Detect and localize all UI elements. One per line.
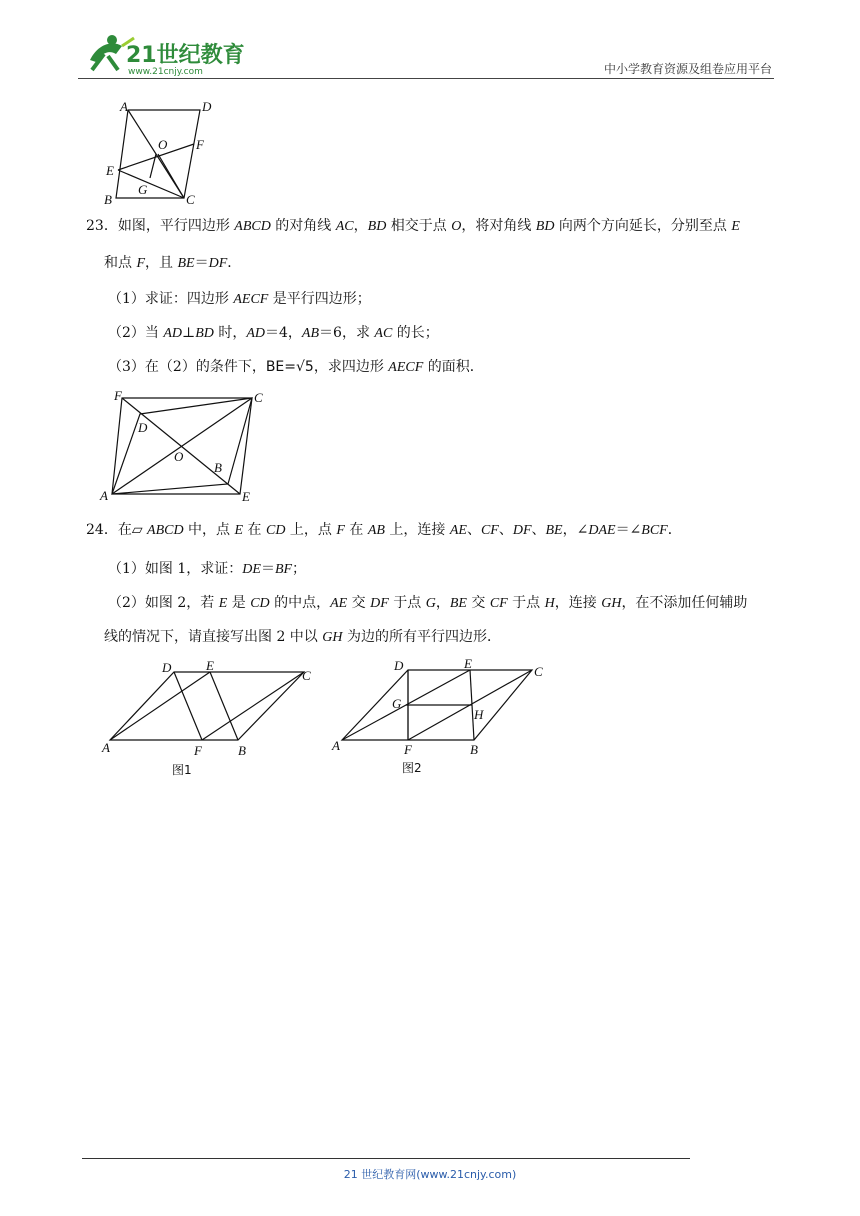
label-e: E [106, 163, 114, 178]
q24-stem: 24．在▱ ABCD 中，点 E 在 CD 上，点 F 在 AB 上，连接 AE、CF、DF、BE，∠DAE＝∠BCF． [86, 522, 682, 538]
label-d: D [138, 420, 148, 435]
label-b: B [104, 192, 112, 207]
label-e: E [242, 489, 250, 504]
q24-part2-line1: （2）如图 2，若 E 是 CD 的中点，AE 交 DF 于点 G，BE 交 CF 于点 H，连接 GH，在不添加任何辅助 [108, 595, 748, 611]
label-c: C [254, 390, 263, 405]
q23-stem-line2: 和点 F，且 BE＝DF． [104, 255, 242, 271]
footer-divider [82, 1158, 690, 1159]
fig1-caption: 图1 [172, 763, 192, 777]
q24-figure-1 [98, 658, 328, 784]
label-e: E [206, 658, 214, 673]
header-divider [78, 78, 774, 79]
label-h: H [474, 707, 484, 722]
label-c: C [302, 668, 311, 683]
label-a: A [332, 738, 340, 753]
label-f: F [114, 388, 122, 403]
label-e: E [464, 656, 472, 671]
runner-logo-icon [78, 30, 258, 80]
svg-text:www.21cnjy.com: www.21cnjy.com [128, 67, 203, 77]
q24-part1: （1）如图 1，求证：DE＝BF； [108, 561, 307, 577]
label-g: G [392, 696, 402, 711]
label-a: A [120, 99, 128, 114]
label-b: B [214, 460, 222, 475]
q23-figure [100, 388, 270, 512]
label-g: G [138, 182, 148, 197]
label-d: D [202, 99, 212, 114]
label-d: D [394, 658, 404, 673]
header-platform-text: 中小学教育资源及组卷应用平台 [603, 62, 772, 76]
label-f: F [404, 742, 412, 757]
footer-text[interactable]: 21 世纪教育网(www.21cnjy.com) [343, 1168, 517, 1181]
q23-part3: （3）在（2）的条件下，BE=√5，求四边形 AECF 的面积． [108, 359, 484, 375]
label-f: F [196, 137, 204, 152]
q24-part2-line2: 线的情况下，请直接写出图 2 中以 GH 为边的所有平行四边形． [104, 629, 501, 645]
label-d: D [162, 660, 172, 675]
label-b: B [238, 743, 246, 758]
q24-figure-2 [330, 656, 560, 782]
svg-text:21世纪教育: 21世纪教育 [126, 43, 245, 68]
label-a: A [100, 488, 108, 503]
site-logo [78, 30, 258, 80]
label-c: C [534, 664, 543, 679]
be-equals-root5: BE=√5 [265, 359, 314, 375]
q23-part2: （2）当 AD⊥BD 时，AD＝4，AB＝6，求 AC 的长； [108, 325, 439, 341]
q23-part1: （1）求证：四边形 AECF 是平行四边形； [108, 291, 371, 307]
figure-prev-parallelogram [100, 98, 220, 212]
label-o: O [174, 449, 184, 464]
q23-stem-line1: 23．如图，平行四边形 ABCD 的对角线 AC，BD 相交于点 O，将对角线 BD 向两个方向延长，分别至点 E [86, 218, 740, 234]
label-b: B [470, 742, 478, 757]
label-c: C [186, 192, 195, 207]
label-o: O [158, 137, 168, 152]
label-a: A [102, 740, 110, 755]
fig2-caption: 图2 [402, 761, 422, 775]
label-f: F [194, 743, 202, 758]
